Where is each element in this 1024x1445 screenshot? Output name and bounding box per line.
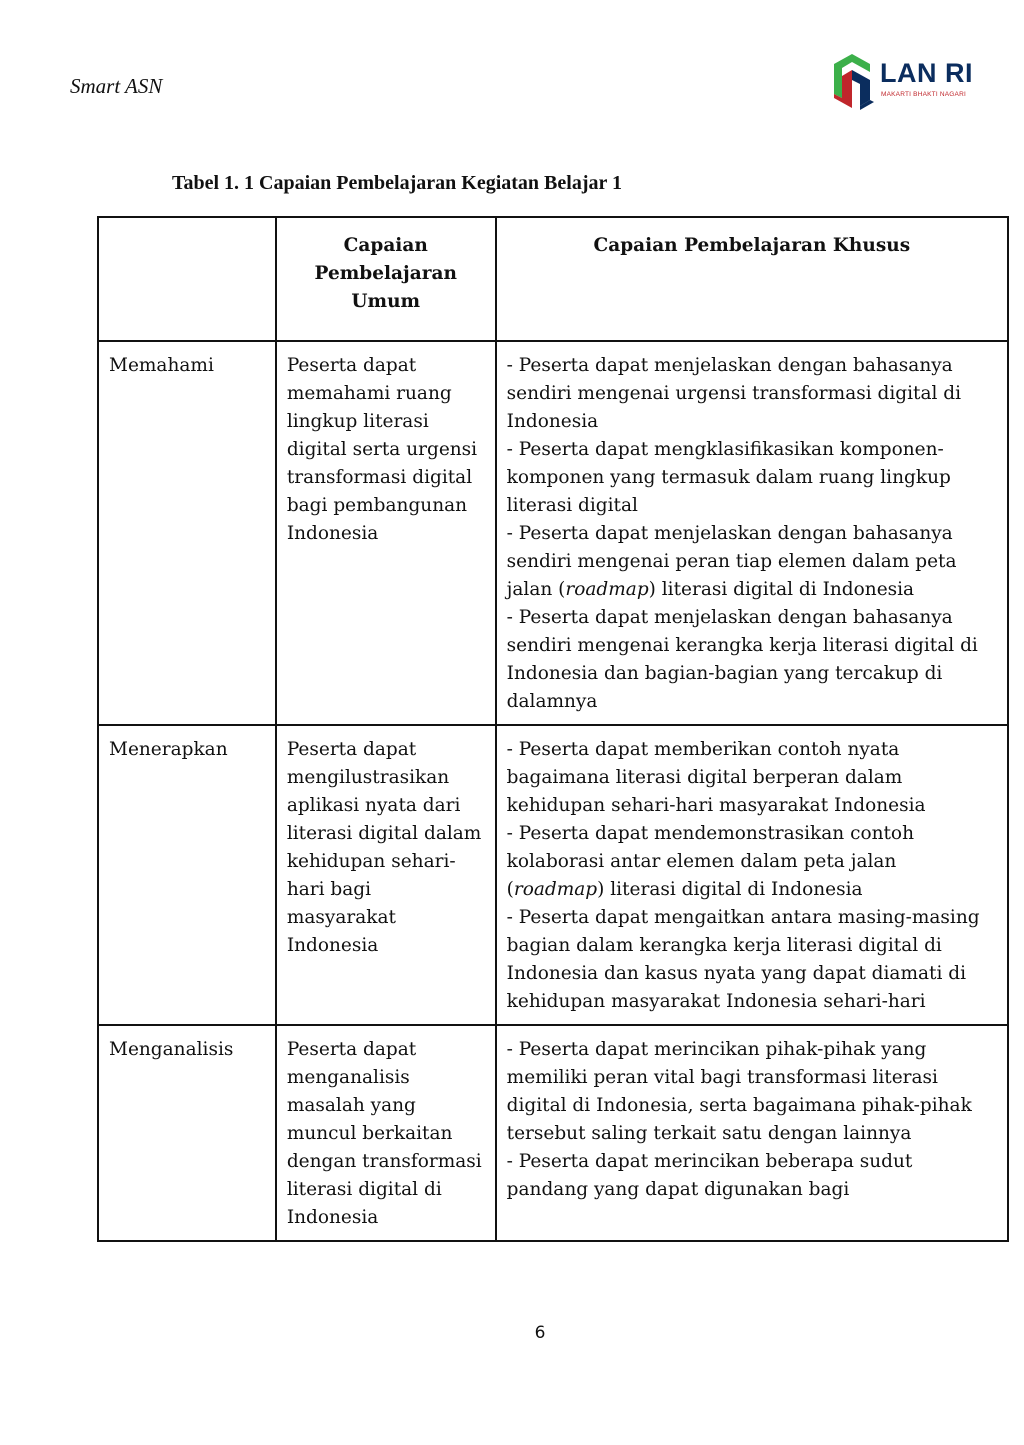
table-caption: Tabel 1. 1 Capaian Pembelajaran Kegiatan Belajar 1 bbox=[172, 172, 622, 194]
specific-outcome-item: - Peserta dapat menjelaskan dengan bahasanya sendiri mengenai urgensi transformasi digital di Indonesia bbox=[506, 355, 962, 432]
logo-tagline: MAKARTI BHAKTI NAGARI bbox=[881, 91, 966, 98]
learning-outcomes-table bbox=[97, 216, 1009, 1242]
specific-outcome-item: - Peserta dapat mengklasifikasikan komponen-komponen yang termasuk dalam ruang lingkup literasi digital bbox=[506, 439, 951, 516]
specific-outcomes bbox=[496, 725, 1008, 1025]
general-outcome: Peserta dapat mengilustrasikan aplikasi nyata dari literasi digital dalam kehidupan sehari-hari bagi masyarakat Indonesia bbox=[276, 725, 496, 1025]
lan-ri-logo bbox=[830, 50, 990, 112]
row-label: Menganalisis bbox=[98, 1025, 276, 1241]
specific-outcome-item: - Peserta dapat merincikan beberapa sudut pandang yang dapat digunakan bagi bbox=[506, 1151, 913, 1200]
specific-outcomes bbox=[496, 1025, 1008, 1241]
general-outcome: Peserta dapat memahami ruang lingkup literasi digital serta urgensi transformasi digital bagi pembangunan Indonesia bbox=[276, 341, 496, 725]
specific-outcomes bbox=[496, 341, 1008, 725]
page-number: 6 bbox=[534, 1323, 546, 1343]
lan-ri-emblem-icon bbox=[830, 50, 880, 112]
specific-outcome-item: - Peserta dapat memberikan contoh nyata bagaimana literasi digital berperan dalam kehidupan sehari-hari masyarakat Indonesia bbox=[506, 739, 926, 816]
table-row bbox=[98, 725, 1008, 1025]
specific-outcome-item: - Peserta dapat menjelaskan dengan bahasanya sendiri mengenai kerangka kerja literasi digital di Indonesia dan bagian-bagian yang tercakup di dalamnya bbox=[506, 607, 978, 712]
general-outcome: Peserta dapat menganalisis masalah yang muncul berkaitan dengan transformasi literasi digital di Indonesia bbox=[276, 1025, 496, 1241]
row-label: Memahami bbox=[98, 341, 276, 725]
header-cell-specific: Capaian Pembelajaran Khusus bbox=[496, 217, 1008, 341]
logo-text: LAN RI bbox=[880, 58, 973, 88]
specific-outcome-item: - Peserta dapat menjelaskan dengan bahasanya sendiri mengenai peran tiap elemen dalam peta jalan (roadmap) literasi digital di Indonesia bbox=[506, 523, 957, 600]
row-label: Menerapkan bbox=[98, 725, 276, 1025]
table-header-row bbox=[98, 217, 1008, 341]
table-row bbox=[98, 1025, 1008, 1241]
table-row bbox=[98, 341, 1008, 725]
header-general-label: Capaian Pembelajaran Umum bbox=[314, 235, 457, 312]
header-cell-general bbox=[276, 217, 496, 341]
specific-outcome-item: - Peserta dapat mengaitkan antara masing-masing bagian dalam kerangka kerja literasi digital di Indonesia dan kasus nyata yang dapat diamati di kehidupan masyarakat Indonesia sehari-hari bbox=[506, 907, 980, 1012]
header-cell-empty bbox=[98, 217, 276, 341]
header-title: Smart ASN bbox=[70, 74, 163, 98]
specific-outcome-item: - Peserta dapat mendemonstrasikan contoh kolaborasi antar elemen dalam peta jalan (roadmap) literasi digital di Indonesia bbox=[506, 823, 914, 900]
specific-outcome-item: - Peserta dapat merincikan pihak-pihak yang memiliki peran vital bagi transformasi literasi digital di Indonesia, serta bagaimana pihak-pihak tersebut saling terkait satu dengan lainnya bbox=[506, 1039, 972, 1144]
